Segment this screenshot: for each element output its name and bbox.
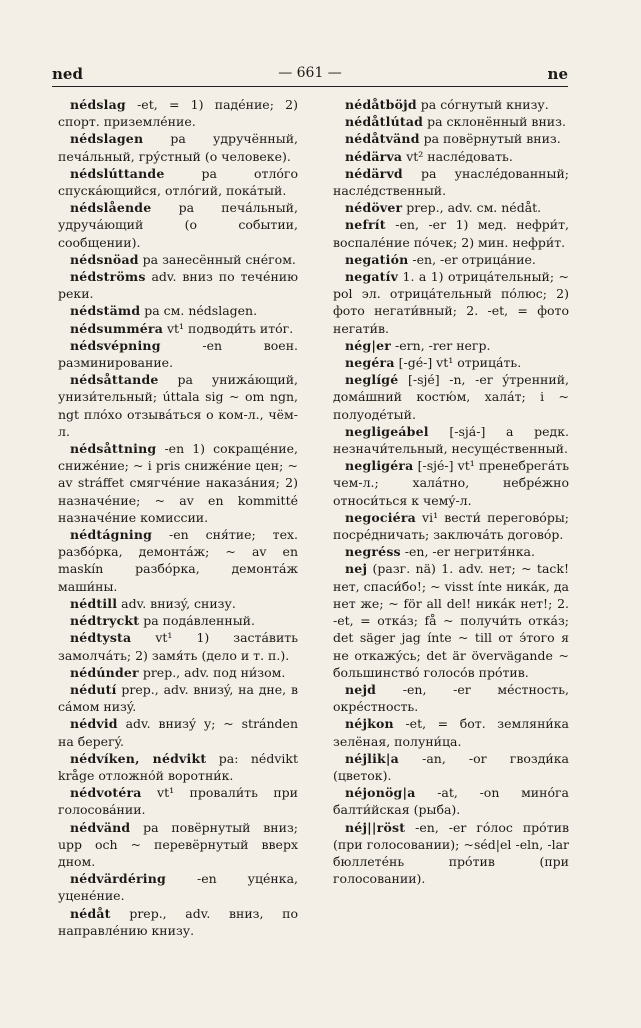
entry-headword: nédvíken, nédvikt (70, 750, 207, 766)
entry-headword: negréss (345, 544, 401, 560)
entry-definition: -en сня́тие; тех. разбóрка, демонтáж; ~ av en maskín разбóрка, демонтáж маши́ны. (58, 527, 298, 594)
dictionary-entry (333, 715, 569, 749)
entry-headword: nédslúttande (70, 165, 165, 181)
dictionary-entry (58, 371, 298, 440)
entry-headword: nédsnöad (70, 251, 139, 267)
dictionary-entry (58, 526, 298, 595)
entry-definition: -en, -er гóлос прóтив (при голосовании); ~séd|el -eln, -lar бюллетéнь прóтив (при голосовании). (333, 819, 569, 887)
entry-headword: negociéra (345, 509, 416, 525)
dictionary-entry (333, 681, 569, 715)
dictionary-entry (333, 268, 569, 337)
page-number: — 661 — (278, 65, 342, 81)
entry-headword: nédtill (70, 595, 118, 611)
entry-definition: -en уцéнка, уценéние. (58, 871, 298, 904)
entry-headword: nédsåttande (70, 372, 159, 388)
entry-headword: nédtryckt (70, 613, 140, 629)
entry-headword: nédstämd (70, 303, 141, 319)
entry-definition: pa повёрнутый вниз. (419, 131, 561, 147)
dictionary-entry (333, 457, 569, 509)
entry-headword: nédúnder (70, 664, 139, 680)
entry-headword: néjlik|a (345, 750, 399, 766)
entry-headword: nédströms (70, 269, 146, 285)
entry-definition: -en, -er негритя́нка. (400, 544, 535, 560)
entry-headword: nédsvépning (70, 337, 161, 353)
entry-definition: -en, -er отрицáние. (408, 251, 536, 267)
entry-headword: negligéra (345, 458, 414, 474)
entry-headword: nég|er (345, 337, 392, 353)
entry-headword: nédvänd (70, 819, 131, 835)
entry-definition: pa сóгнутый книзу. (416, 97, 549, 112)
entry-headword: nédöver (345, 200, 403, 216)
entry-definition: (разг. nä) 1. adv. нет; ~ tack! нет, спаси́бо!; ~ visst ínte никáк, да нет же; ~ för all del! никáк нет!; 2. -et, = откáз; få ~ получи́ть откáз; det säger jag ínte ~ till от э́того я не откажýсь; det är övervägande ~ большинствó голосóв прóтив. (333, 561, 569, 680)
entry-definition: prep., adv. внизý, на дне, в сáмом низý. (58, 681, 298, 715)
entry-definition: -at, -on минóга балти́йская (рыба). (333, 785, 569, 818)
dictionary-entry (58, 784, 298, 818)
dictionary-entry (58, 130, 298, 164)
entry-definition: -en, -er 1) мед. нефри́т, воспалéние пóчек; 2) мин. нефри́т. (333, 217, 569, 250)
entry-definition: pa склонённый вниз. (423, 114, 566, 130)
entry-definition: prep., adv. под ни́зом. (138, 664, 286, 680)
entry-definition: pa унаслéдованный; наслéдственный. (333, 165, 569, 199)
header-left-guide-word: ned (52, 65, 83, 83)
entry-headword: nédslående (70, 200, 152, 216)
entry-headword: nejd (345, 681, 377, 697)
entry-headword: negatión (345, 251, 409, 267)
entry-headword: nédärva (345, 148, 403, 164)
dictionary-entry (333, 199, 569, 216)
entry-definition: adv. вниз по течéнию реки. (58, 269, 298, 302)
dictionary-entry (58, 629, 298, 663)
entry-definition: [-sjá-] a редк. незначи́тельный, несущéственный. (333, 423, 569, 457)
dictionary-entry (58, 750, 298, 784)
entry-headword: nédtágning (70, 527, 153, 543)
dictionary-entry (58, 819, 298, 871)
entry-headword: nédutí (70, 681, 117, 697)
dictionary-entry (333, 819, 569, 888)
entry-headword: neglígé (345, 372, 399, 388)
entry-definition: pa занесённый снéгом. (138, 251, 296, 267)
entry-definition: adv. внизý, снизу. (117, 595, 236, 611)
entry-definition: [-sjé] -n, -er ýтренний, домáшний костю́м, халáт; i ~ полуодéтый. (333, 372, 569, 422)
entry-definition: -en воен. разминирование. (58, 337, 298, 371)
dictionary-entry (58, 681, 298, 715)
entry-definition: pa печáльный, удручáющий (о событии, сообщении). (58, 200, 298, 250)
entry-definition: vt¹ провали́ть при голосовáнии. (58, 785, 298, 818)
dictionary-entry (333, 130, 569, 147)
right-column (333, 96, 569, 887)
entry-headword: nej (345, 561, 368, 577)
entry-definition: -an, -or гвозди́ка (цветок). (333, 750, 569, 783)
entry-headword: nédslagen (70, 131, 144, 147)
entry-definition: -en 1) сокращéние, снижéние; ~ i pris снижéние цен; ~ av stráffet смягчéние наказáния; 2) назначéние; ~ av en kommitté назначéние комиссии. (58, 441, 298, 525)
dictionary-entry (333, 423, 569, 457)
entry-definition: -et, = бот. земляни́ка зелёная, полуни́ца. (333, 716, 569, 749)
entry-definition: vt² наслéдовать. (402, 148, 513, 164)
entry-headword: nédsåttning (70, 441, 157, 457)
entry-headword: negéra (345, 355, 395, 371)
entry-definition: pa удручённый, печáльный, грýстный (о человеке). (58, 131, 298, 164)
dictionary-entry (333, 543, 569, 560)
dictionary-entry (333, 560, 569, 680)
dictionary-entry (58, 664, 298, 681)
entry-headword: nédåtlútad (345, 114, 424, 130)
dictionary-entry (58, 870, 298, 904)
page-header (52, 62, 568, 87)
entry-headword: néjkon (345, 716, 394, 732)
dictionary-entry (333, 371, 569, 423)
entry-headword: nédsummérа (70, 320, 163, 336)
entry-headword: nédvotéra (70, 785, 142, 801)
dictionary-entry (333, 509, 569, 543)
entry-definition: pa отлóго спускáющийся, отлóгий, покáтый. (58, 165, 298, 199)
dictionary-entry (333, 148, 569, 165)
dictionary-entry (333, 337, 569, 354)
dictionary-entry (333, 354, 569, 371)
dictionary-entry (58, 440, 298, 526)
entry-headword: nefrít (345, 217, 386, 233)
dictionary-entry (58, 320, 298, 337)
dictionary-entry (58, 715, 298, 749)
dictionary-entry (333, 750, 569, 784)
entry-headword: nédslag (70, 97, 126, 112)
entry-definition: prep., adv. см. nédåt. (402, 200, 542, 216)
entry-definition: -en, -er мéстность, окрéстность. (333, 681, 569, 715)
entry-definition: adv. внизý у; ~ stránden на берегý. (58, 716, 298, 749)
entry-definition: pa повёрнутый вниз; upp och ~ перевёрнутый вверх дном. (58, 819, 298, 869)
entry-headword: nédvid (70, 716, 118, 732)
header-right-guide-word: ne (547, 65, 568, 83)
entry-definition: [-gé-] vt¹ отрицáть. (394, 355, 522, 371)
entry-headword: néj||röst (345, 819, 406, 835)
dictionary-entry (58, 905, 298, 939)
dictionary-entry (333, 784, 569, 818)
entry-definition: -ern, -rer негр. (391, 337, 491, 353)
entry-headword: negatív (345, 269, 399, 285)
entry-definition: pa: nédvikt kråge отложнóй воротни́к. (58, 750, 298, 783)
entry-headword: nédåtböjd (345, 97, 417, 112)
entry-headword: nédärvd (345, 165, 403, 181)
dictionary-entry (333, 216, 569, 250)
dictionary-entry (58, 612, 298, 629)
entry-headword: néjonög|a (345, 785, 416, 801)
entry-definition: pa унижáющий, унизи́тельный; úttala sig ~ om ngn, ngt плóхо отзывáться о ком-л., чём-л. (58, 372, 298, 439)
dictionary-entry (58, 199, 298, 251)
entry-definition: vt¹ подводи́ть итóг. (163, 320, 294, 336)
dictionary-entry (58, 268, 298, 302)
entry-definition: vi¹ вести́ переговóры; посрéдничать; заключáть договóр. (333, 509, 569, 543)
dictionary-entry (333, 113, 569, 130)
entry-headword: nédåtvänd (345, 131, 420, 147)
entry-definition: 1. a 1) отрицáтельный; ~ pol эл. отрицáтельный пóлюс; 2) фото негати́вный; 2. -et, = фото негати́в. (333, 269, 569, 336)
entry-headword: nédåt (70, 905, 111, 921)
dictionary-entry (333, 165, 569, 199)
entry-definition: -et, = 1) падéние; 2) спорт. приземлéние. (58, 97, 298, 130)
dictionary-entry (58, 302, 298, 319)
entry-headword: negligeábel (345, 423, 429, 439)
entry-definition: prep., adv. вниз, по направлéнию книзу. (58, 905, 298, 938)
entry-headword: nédvärdéring (70, 871, 166, 887)
entry-definition: pa см. nédslagen. (140, 303, 258, 319)
dictionary-entry (58, 251, 298, 268)
dictionary-entry (58, 595, 298, 612)
entry-definition: [-sjé-] vt¹ пренебрегáть чем-л.; халáтно, небрéжно относи́ться к чемý-л. (333, 458, 569, 508)
entry-headword: nédtysta (70, 630, 132, 646)
dictionary-entry (333, 251, 569, 268)
left-column (58, 96, 298, 939)
dictionary-entry (58, 165, 298, 199)
dictionary-entry (58, 96, 298, 130)
entry-definition: pa подáвленный. (139, 613, 255, 629)
entry-definition: vt¹ 1) застáвить замолчáть; 2) замя́ть (дело и т. п.). (58, 630, 298, 663)
dictionary-entry (333, 96, 569, 113)
dictionary-entry (58, 337, 298, 371)
